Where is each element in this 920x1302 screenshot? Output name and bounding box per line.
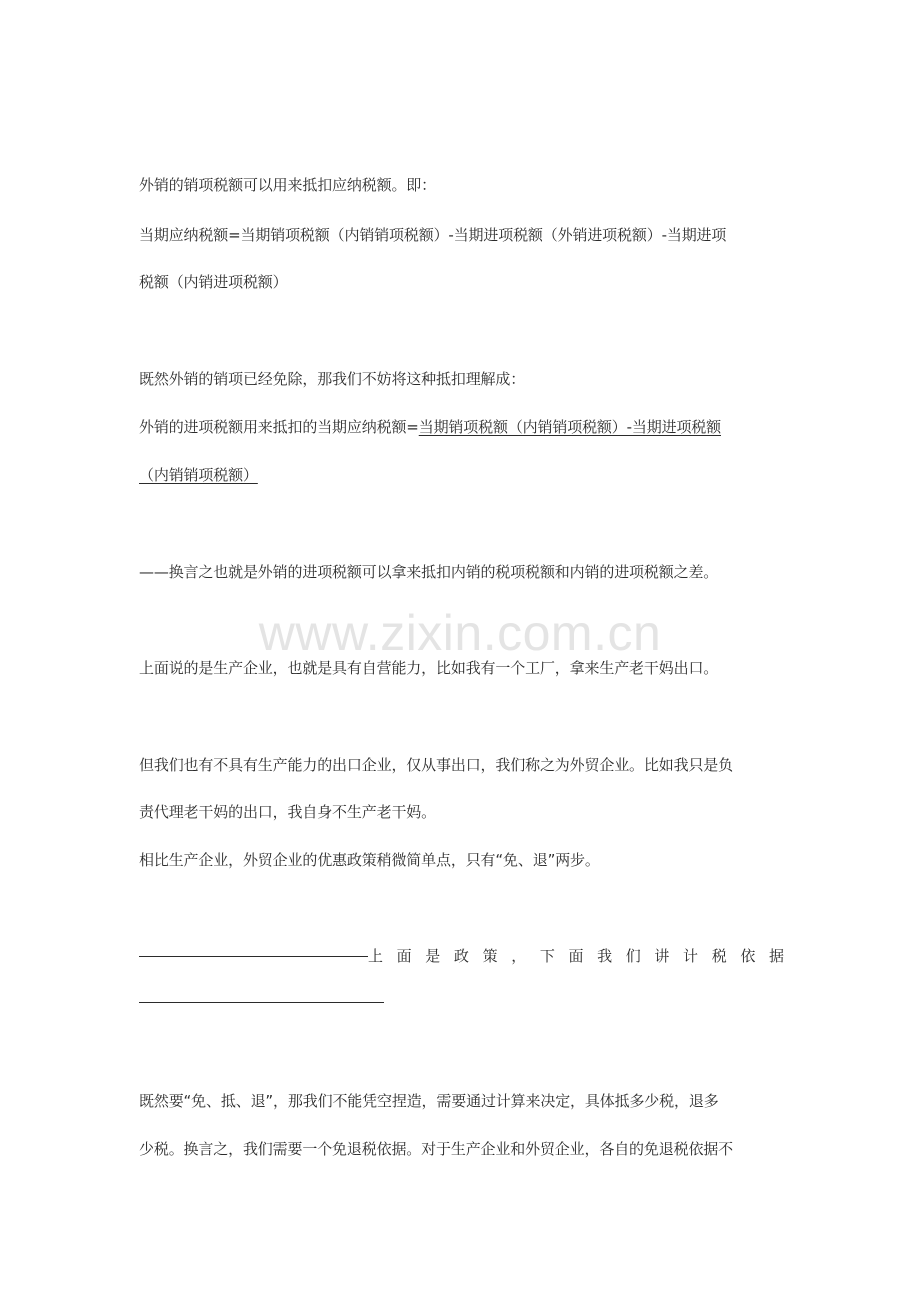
divider-heading-char: 们 <box>625 947 641 965</box>
divider-heading-char: 政 <box>453 947 469 965</box>
watermark-text: www.zixin.com.cn <box>258 605 662 661</box>
paragraph-line: 外销的销项税额可以用来抵扣应纳税额。即： <box>139 176 437 194</box>
divider-heading-char: 策 <box>482 947 498 965</box>
paragraph-line: 上面说的是生产企业，也就是具有自营能力，比如我有一个工厂，拿来生产老干妈出口。 <box>139 659 719 677</box>
paragraph-line: 责代理老干妈的出口，我自身不生产老干妈。 <box>139 803 437 821</box>
divider-heading-char: 我 <box>597 947 613 965</box>
paragraph-line: 少税。换言之，我们需要一个免退税依据。对于生产企业和外贸企业，各自的免退税依据不 <box>139 1140 734 1158</box>
divider-heading-char: 下 <box>539 947 555 965</box>
divider-rule <box>139 956 368 957</box>
paragraph-line <box>139 416 784 438</box>
divider-heading-char: 依 <box>740 947 756 965</box>
divider-heading-char: 计 <box>683 947 699 965</box>
divider-heading-char: 面 <box>568 947 584 965</box>
formula-lhs: 外销的进项税额用来抵扣的当期应纳税额= <box>139 418 419 436</box>
paragraph-line: ——换言之也就是外销的进项税额可以拿来抵扣内销的税项税额和内销的进项税额之差。 <box>139 563 719 581</box>
paragraph-line: 相比生产企业，外贸企业的优惠政策稍微简单点，只有“免、退”两步。 <box>139 851 600 869</box>
paragraph-line <box>139 464 784 486</box>
paragraph-line: 既然要“免、抵、退”，那我们不能凭空捏造，需要通过计算来决定，具体抵多少税，退多 <box>139 1092 719 1110</box>
paragraph-line: 但我们也有不具有生产能力的出口企业，仅从事出口，我们称之为外贸企业。比如我只是负 <box>139 756 734 774</box>
divider-heading-char: 上 <box>368 947 384 965</box>
section-divider <box>139 945 784 967</box>
divider-heading <box>368 945 784 967</box>
divider-heading-char: 是 <box>425 947 441 965</box>
divider-heading-char: ， <box>511 947 527 965</box>
formula-rhs-underlined-continued: （内销销项税额） <box>139 466 258 484</box>
paragraph-line: 当期应纳税额=当期销项税额（内销销项税额）-当期进项税额（外销进项税额）-当期进项 <box>139 226 727 244</box>
divider-heading-char: 讲 <box>654 947 670 965</box>
divider-heading-char: 税 <box>711 947 727 965</box>
divider-heading-char: 面 <box>396 947 412 965</box>
divider-heading-char: 据 <box>768 947 784 965</box>
paragraph-line: 税额（内销进项税额） <box>139 273 288 291</box>
paragraph-line: 既然外销的销项已经免除，那我们不妨将这种抵扣理解成： <box>139 370 526 388</box>
divider-rule-bottom <box>139 1002 384 1003</box>
formula-rhs-underlined: 当期销项税额（内销销项税额）-当期进项税额 <box>418 418 721 436</box>
